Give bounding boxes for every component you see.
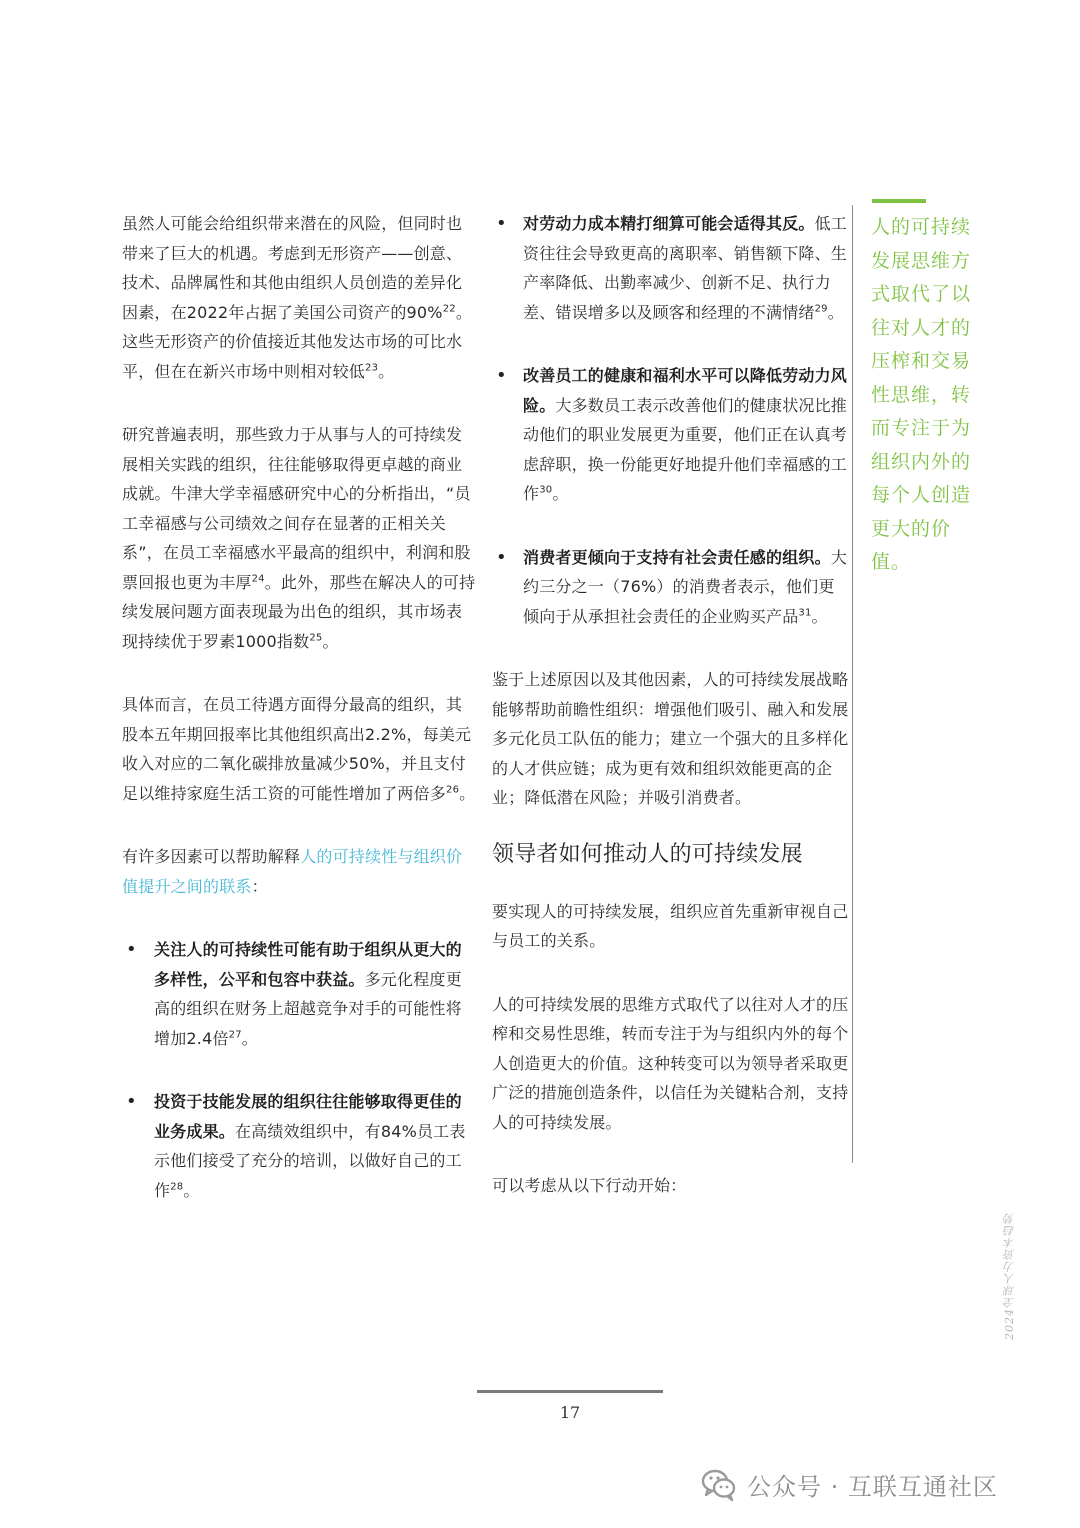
paragraph: 有许多因素可以帮助解释人的可持续性与组织价值提升之间的联系： <box>122 847 463 896</box>
watermark <box>699 1462 998 1506</box>
section-heading: 领导者如何推动人的可持续发展 <box>492 841 803 867</box>
paragraph: 可以考虑从以下行动开始： <box>492 1176 687 1195</box>
page-number-rule <box>477 1390 663 1393</box>
footnote-ref[interactable]: 28 <box>170 1181 184 1193</box>
footnote-ref[interactable]: 26 <box>446 784 460 796</box>
bullet-icon: • <box>496 213 507 234</box>
list-item: • 改善员工的健康和福利水平可以降低劳动力风险。大多数员工表示改善他们的健康状况比推动他们的职业发展更为重要，他们正在认真考虑辞职，换一份能更好地提升他们幸福感的工作$^{30}$。 <box>492 361 850 509</box>
bullet-icon: • <box>496 546 507 568</box>
footnote-ref[interactable]: 23 <box>365 362 379 374</box>
paragraph: 人的可持续发展的思维方式取代了以往对人才的压榨和交易性思维，转而专注于为与组织内外的每个人创造更大的价值。这种转变可以为领导者采取更广泛的措施创造条件，以信任为关键粘合剂，支持人的可持续发展。 <box>492 994 849 1132</box>
footnote-ref[interactable]: 25 <box>309 632 323 644</box>
report-title-vertical: 2024全球人力资本趋势 <box>1003 1212 1016 1340</box>
bullet-icon: • <box>496 365 507 386</box>
middle-column <box>492 209 850 1201</box>
paragraph: 鉴于上述原因以及其他因素，人的可持续发展战略能够帮助前瞻性组织：增强他们吸引、融入和发展多元化员工队伍的能力；建立一个强大的且多样化的人才供应链；成为更有效和组织效能更高的企业；降低潜在风险；并吸引消费者。 <box>492 670 849 807</box>
left-column <box>122 209 476 1205</box>
list-item: • 关注人的可持续性可能有助于组织从更大的多样性，公平和包容中获益。多元化程度更高的组织在财务上超越竞争对手的可能性将增加2.4倍$^{27}$。 <box>122 935 476 1053</box>
list-item: • 投资于技能发展的组织往往能够取得更佳的业务成果。在高绩效组织中，有84%员工表示他们接受了充分的培训，以做好自己的工作$^{28}$。 <box>122 1087 476 1205</box>
footnote-ref[interactable]: 24 <box>251 573 265 585</box>
paragraph: 要实现人的可持续发展，组织应首先重新审视自己与员工的关系。 <box>492 901 849 950</box>
paragraph: 具体而言，在员工待遇方面得分最高的组织，其股本五年期回报率比其他组织高出2.2%，每美元收入对应的二氧化碳排放量减少50%，并且支付足以维持家庭生活工资的可能性增加了两倍多$^{26}$。 <box>122 695 476 803</box>
column-divider <box>852 205 853 1163</box>
footnote-ref[interactable]: 31 <box>798 607 812 619</box>
page-number: 17 <box>559 1403 581 1422</box>
footnote-ref[interactable]: 30 <box>539 484 553 496</box>
inline-link[interactable]: 人的可持续性与组织价值提升之间的联系 <box>122 847 463 896</box>
watermark-label: 公众号 · 互联互通社区 <box>747 1472 998 1501</box>
pull-quote: 人的可持续发展思维方式取代了以往对人才的压榨和交易性思维，转而专注于为组织内外的每个人创造更大的价值。 <box>871 216 972 573</box>
paragraph: 研究普遍表明，那些致力于从事与人的可持续发展相关实践的组织，往往能够取得更卓越的商业成就。牛津大学幸福感研究中心的分析指出，“员工幸福感与公司绩效之间存在显著的正相关关系”，在员工幸福感水平最高的组织中，利润和股票回报也更为丰厚$^{24}$。此外，那些在解决人的可持续发展问题方面表现最为出色的组织，其市场表现持续优于罗素1000指数$^{25}$。 <box>122 425 476 651</box>
quote-accent-bar <box>872 199 926 203</box>
list-item: • 消费者更倾向于支持有社会责任感的组织。大约三分之一（76%）的消费者表示，他们更倾向于从承担社会责任的企业购买产品$^{31}$。 <box>492 543 850 632</box>
bullet-icon: • <box>126 1091 137 1112</box>
footnote-ref[interactable]: 29 <box>814 303 828 315</box>
paragraph: 虽然人可能会给组织带来潜在的风险，但同时也带来了巨大的机遇。考虑到无形资产——创意、技术、品牌属性和其他由组织人员创造的差异化因素，在2022年占据了美国公司资产的90%$^{22}$。这些无形资产的价值接近其他发达市场的可比水平，但在在新兴市场中则相对较低$^{23}$。 <box>122 214 473 381</box>
list-item: • 对劳动力成本精打细算可能会适得其反。低工资往往会导致更高的离职率、销售额下降、生产率降低、出勤率减少、创新不足、执行力差、错误增多以及顾客和经理的不满情绪$^{29}$。 <box>492 209 850 327</box>
bullet-icon: • <box>126 939 137 960</box>
wechat-icon <box>699 1464 739 1504</box>
footnote-ref[interactable]: 27 <box>228 1029 242 1041</box>
footnote-ref[interactable]: 22 <box>442 303 456 315</box>
